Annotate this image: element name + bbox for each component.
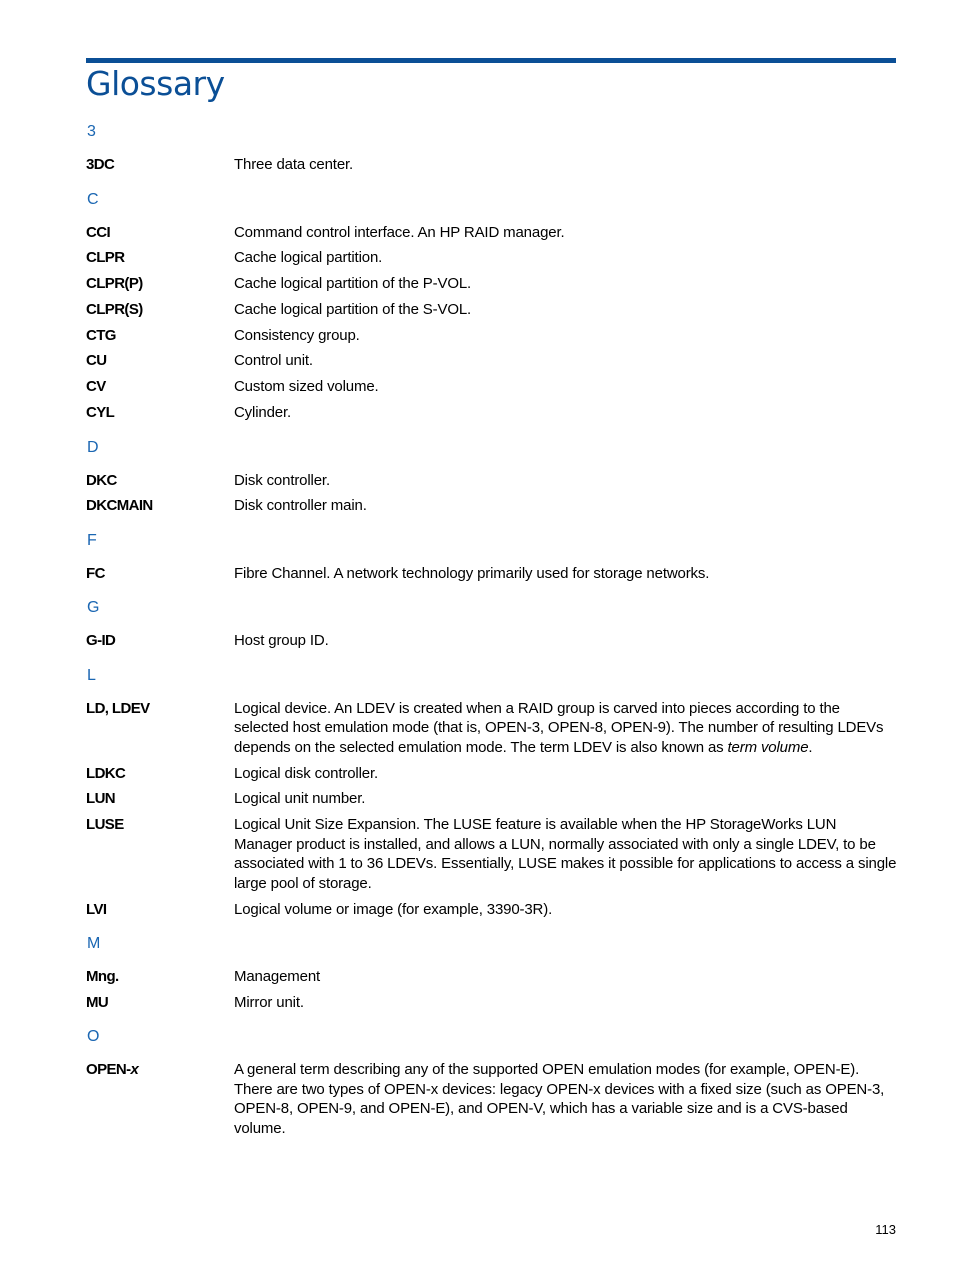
glossary-entry [86,900,898,920]
term-text: LUSE [86,816,124,834]
definition-text: Logical Unit Size Expansion. The LUSE feature is available when the HP StorageWorks LUN Manager product is installed, and allows a LUN, normally associated with only a single LDEV, to be associated with 1 to 36 LDEVs. Essentially, LUSE makes it possible for applications to access a single large pool of storage. [234,816,897,892]
glossary-entry [86,789,898,809]
term-text: MU [86,993,109,1011]
glossary-definition [234,631,898,651]
definition-text: Management [234,968,321,986]
glossary-entry [86,403,898,423]
glossary-section [86,934,898,1012]
glossary-term [86,815,234,893]
glossary-entry [86,631,898,651]
glossary-definition [234,1060,898,1138]
glossary-term [86,223,234,243]
term-text: CLPR [86,249,125,267]
definition-text: Cylinder. [234,404,292,422]
term-text: LD, LDEV [86,699,150,717]
glossary-definition [234,274,898,294]
definition-text: Cache logical partition. [234,249,383,267]
glossary-definition [234,564,898,584]
glossary-section [86,122,898,175]
term-text: DKCMAIN [86,497,153,515]
term-emphasis: x [130,1061,139,1079]
glossary-definition [234,377,898,397]
glossary-definition [234,699,898,758]
glossary-term [86,155,234,175]
glossary-entry [86,326,898,346]
term-text: CU [86,352,107,370]
definition-text: Logical device. An LDEV is created when a RAID group is carved into pieces according to the selected host emulation mode (that is, OPEN-3, OPEN-8, OPEN-9). The number of resulting LDEVs depends on the selected emulation mode. The term LDEV is also known as [234,699,884,756]
glossary-section [86,666,898,919]
term-text: LDKC [86,764,126,782]
glossary-definition [234,471,898,491]
header-rule [86,58,896,63]
glossary-entry [86,274,898,294]
definition-tail: . [808,738,813,756]
glossary-section [86,438,898,516]
glossary-term [86,993,234,1013]
glossary-definition [234,815,898,893]
definition-text: Cache logical partition of the P-VOL. [234,275,472,293]
glossary-term [86,326,234,346]
glossary-definition [234,496,898,516]
glossary-definition [234,326,898,346]
section-letter: M [87,935,101,953]
definition-text: Fibre Channel. A network technology primarily used for storage networks. [234,564,710,582]
glossary-term [86,564,234,584]
term-text: OPEN- [86,1061,131,1079]
glossary-entry [86,699,898,758]
glossary-term [86,496,234,516]
glossary-definition [234,223,898,243]
glossary-entry [86,764,898,784]
glossary-term [86,967,234,987]
definition-text: Three data center. [234,156,354,173]
glossary-list [86,122,898,1153]
definition-text: Logical unit number. [234,790,366,808]
term-text: CV [86,378,106,396]
glossary-section [86,1027,898,1138]
term-text: CCI [86,223,111,241]
page-number: 113 [875,1222,896,1237]
definition-text: A general term describing any of the supported OPEN emulation modes (for example, OPEN-E). There are two types of OPEN-x devices: legacy OPEN-x devices with a fixed size (such as OPEN-3, OPEN-8, OPEN-9, and OPEN-E), and OPEN-V, which has a variable size and is a CVS-based volume. [234,1061,885,1137]
glossary-entry [86,155,898,175]
glossary-entry [86,967,898,987]
definition-text: Mirror unit. [234,993,304,1011]
section-letter: D [87,438,99,456]
glossary-entry [86,377,898,397]
glossary-term [86,631,234,651]
glossary-entry [86,1060,898,1138]
glossary-term [86,789,234,809]
term-text: 3DC [86,156,115,173]
definition-text: Logical disk controller. [234,764,378,782]
glossary-entry [86,471,898,491]
definition-text: Cache logical partition of the S-VOL. [234,300,472,318]
glossary-term [86,764,234,784]
term-text: CYL [86,404,115,422]
glossary-section [86,531,898,584]
section-letter: C [87,190,99,208]
page-title: Glossary [86,64,225,103]
section-letter: G [87,599,100,617]
glossary-term [86,900,234,920]
definition-emphasis: term volume [727,738,809,756]
glossary-entry [86,300,898,320]
glossary-entry [86,496,898,516]
term-text: LVI [86,900,107,918]
term-text: G-ID [86,632,116,650]
glossary-definition [234,993,898,1013]
definition-text: Disk controller main. [234,497,367,515]
glossary-term [86,403,234,423]
definition-text: Host group ID. [234,632,329,650]
glossary-entry [86,351,898,371]
definition-text: Control unit. [234,352,313,370]
glossary-entry [86,815,898,893]
glossary-term [86,351,234,371]
definition-text: Consistency group. [234,326,360,344]
glossary-entry [86,223,898,243]
glossary-entry [86,248,898,268]
glossary-term [86,248,234,268]
glossary-term [86,300,234,320]
term-text: CLPR(P) [86,275,143,293]
glossary-definition [234,300,898,320]
glossary-term [86,377,234,397]
glossary-definition [234,155,898,175]
definition-text: Command control interface. An HP RAID manager. [234,223,565,241]
section-letter: L [87,666,96,684]
glossary-term [86,699,234,758]
term-text: LUN [86,790,116,808]
glossary-definition [234,403,898,423]
term-text: Mng. [86,968,119,986]
glossary-section [86,190,898,423]
glossary-definition [234,764,898,784]
glossary-definition [234,900,898,920]
glossary-definition [234,351,898,371]
term-text: CLPR(S) [86,300,143,318]
section-letter: F [87,531,97,549]
definition-text: Logical volume or image (for example, 3390-3R). [234,900,553,918]
definition-text: Custom sized volume. [234,378,379,396]
term-text: DKC [86,471,117,489]
glossary-definition [234,967,898,987]
glossary-definition [234,248,898,268]
glossary-definition [234,789,898,809]
glossary-term [86,471,234,491]
glossary-entry [86,564,898,584]
term-text: FC [86,564,105,582]
definition-text: Disk controller. [234,471,330,489]
section-letter: O [87,1028,100,1046]
section-letter: 3 [87,123,96,140]
glossary-term [86,274,234,294]
glossary-term [86,1060,234,1138]
glossary-entry [86,993,898,1013]
glossary-section [86,598,898,651]
term-text: CTG [86,326,116,344]
